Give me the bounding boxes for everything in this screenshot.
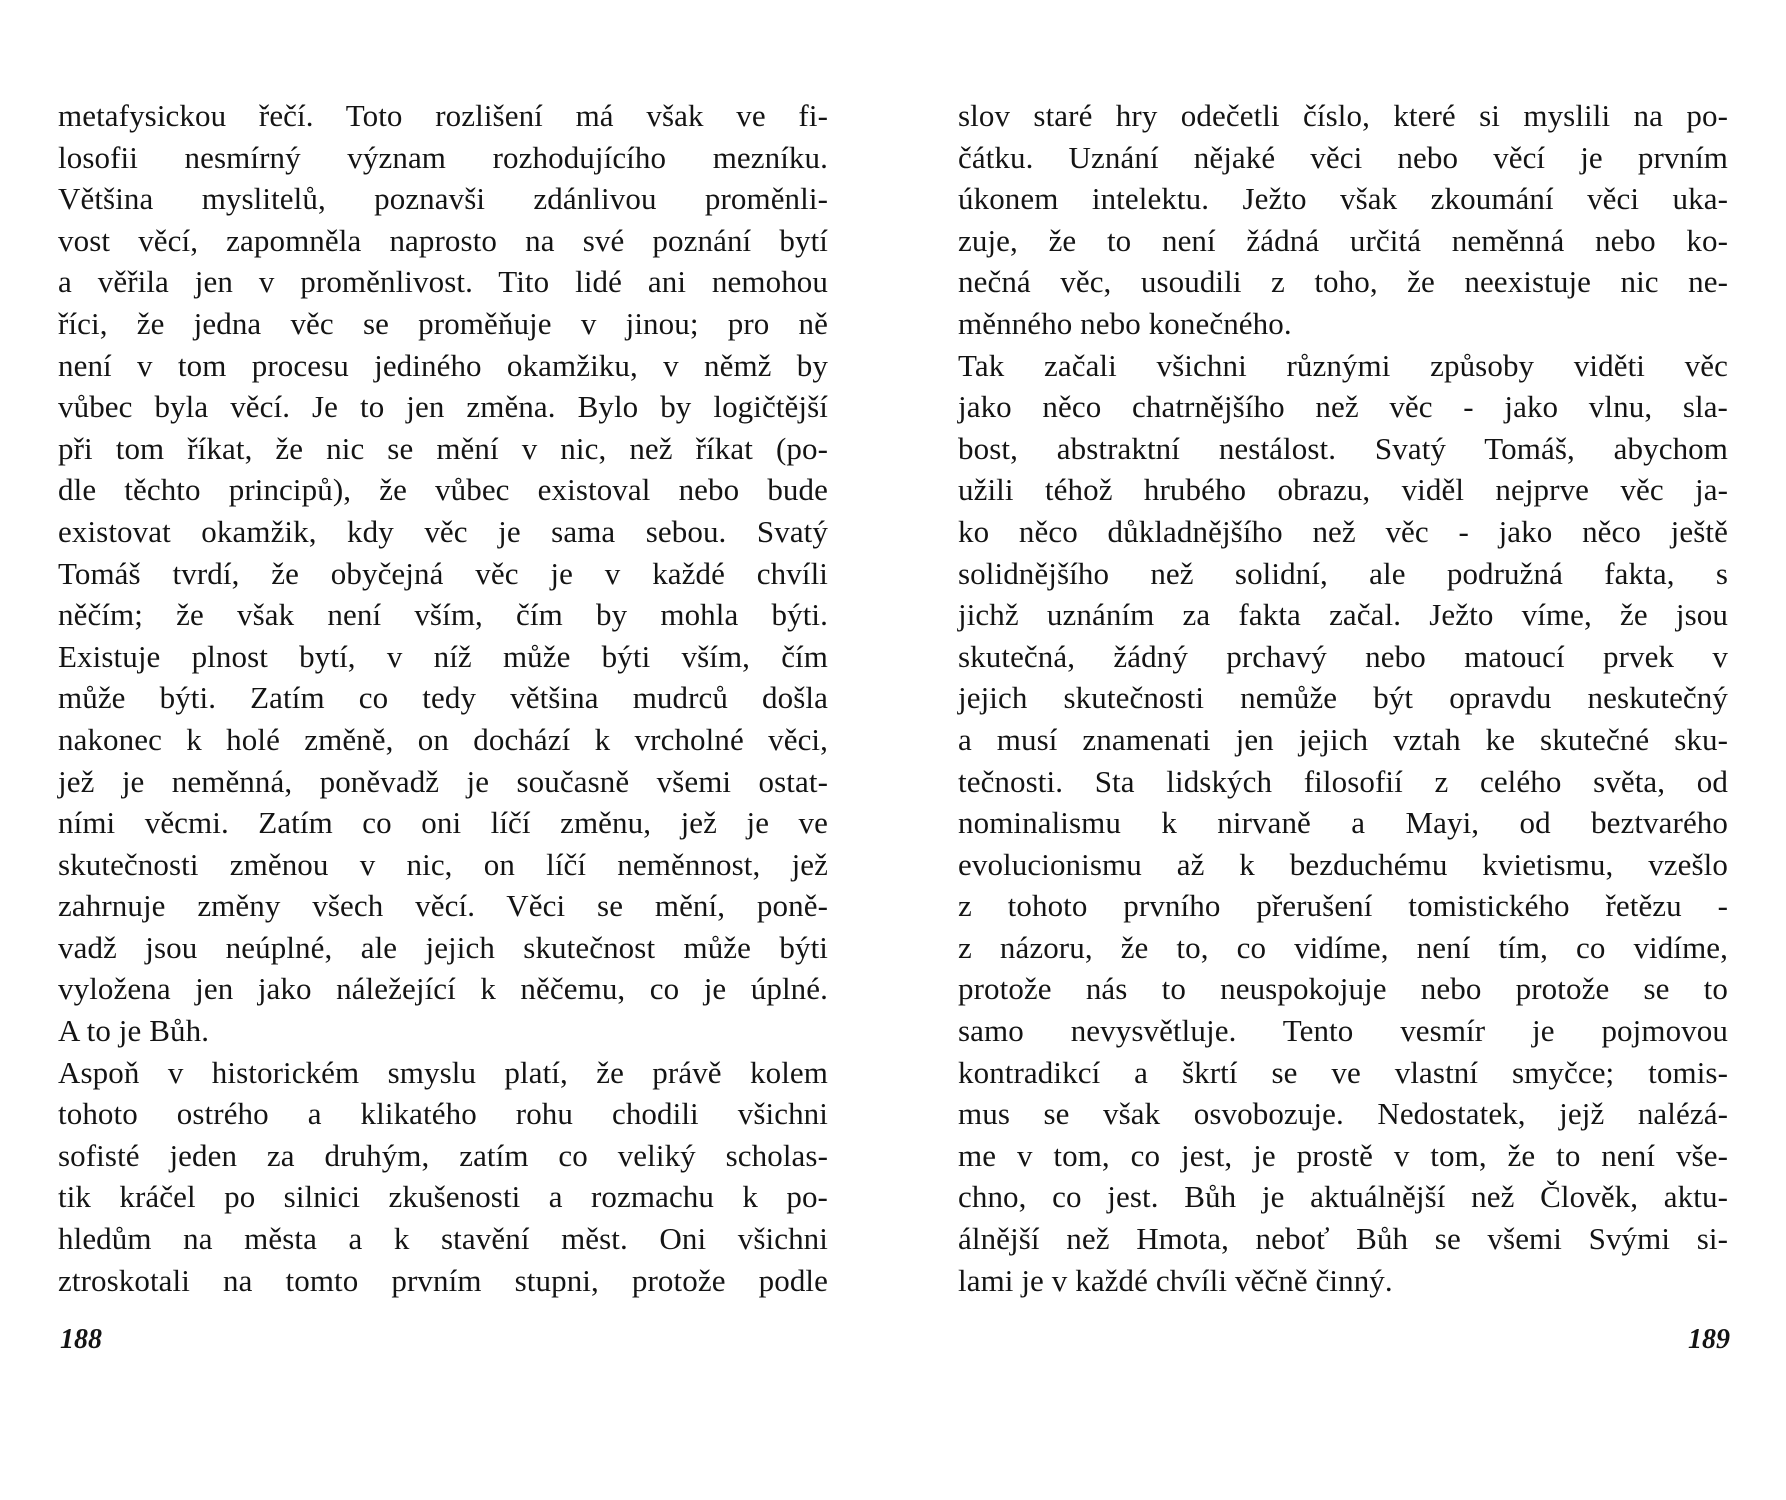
text-line: losofii nesmírný význam rozhodujícího mezníku. <box>58 139 828 175</box>
text-line: z tohoto prvního přerušení tomistického řetězu - <box>958 888 1728 924</box>
text-line: užili téhož hrubého obrazu, viděl nejprve věc ja- <box>958 472 1728 508</box>
text-line: me v tom, co jest, je prostě v tom, že to není vše- <box>958 1137 1728 1173</box>
text-line: vyložena jen jako náležející k něčemu, co je úplné. <box>58 971 828 1007</box>
text-line: vadž jsou neúplné, ale jejich skutečnost může býti <box>58 929 828 965</box>
text-line: Aspoň v historickém smyslu platí, že právě kolem <box>58 1054 828 1090</box>
text-line: bost, abstraktní nestálost. Svatý Tomáš, abychom <box>958 430 1728 466</box>
right-page-text <box>958 95 1728 1475</box>
text-line: nečná věc, usoudili z toho, že neexistuje nic ne- <box>958 264 1728 300</box>
text-line: jejich skutečnosti nemůže být opravdu neskutečný <box>958 680 1728 716</box>
text-line: vost věcí, zapomněla naprosto na své poznání bytí <box>58 222 828 258</box>
text-line: vůbec byla věcí. Je to jen změna. Bylo by logičtější <box>58 389 828 425</box>
text-line: ko něco důkladnějšího než věc - jako něco ještě <box>958 513 1728 549</box>
text-line: nominalismu k nirvaně a Mayi, od beztvarého <box>958 805 1728 841</box>
text-line: může býti. Zatím co tedy většina mudrců došla <box>58 680 828 716</box>
text-line: něčím; že však není vším, čím by mohla býti. <box>58 597 828 633</box>
text-line: není v tom procesu jediného okamžiku, v němž by <box>58 347 828 383</box>
text-line: Existuje plnost bytí, v níž může býti vším, čím <box>58 638 828 674</box>
text-line: mus se však osvobozuje. Nedostatek, jejž nalézá- <box>958 1096 1728 1132</box>
text-line: při tom říkat, že nic se mění v nic, než říkat (po- <box>58 430 828 466</box>
text-line: dle těchto principů), že vůbec existoval nebo bude <box>58 472 828 508</box>
text-line: říci, že jedna věc se proměňuje v jinou; pro ně <box>58 305 828 341</box>
page-number-left: 188 <box>60 1324 102 1355</box>
text-line: tik kráčel po silnici zkušenosti a rozmachu k po- <box>58 1179 828 1215</box>
text-line: a věřila jen v proměnlivost. Tito lidé ani nemohou <box>58 264 828 300</box>
text-line: solidnějšího než solidní, ale podružná fakta, s <box>958 555 1728 591</box>
text-line: slov staré hry odečetli číslo, které si myslili na po- <box>958 98 1728 133</box>
text-line: měnného nebo konečného. <box>958 305 1292 341</box>
text-line: zuje, že to není žádná určitá neměnná nebo ko- <box>958 222 1728 258</box>
text-line: a musí znamenati jen jejich vztah ke skutečné sku- <box>958 721 1728 757</box>
text-line: úkonem intelektu. Ježto však zkoumání věci uka- <box>958 181 1728 217</box>
text-line: hledům na města a k stavění měst. Oni všichni <box>58 1221 828 1257</box>
text-line: evolucionismu až k bezduchému kvietismu, vzešlo <box>958 846 1728 882</box>
text-line: jako něco chatrnějšího než věc - jako vlnu, sla- <box>958 389 1728 425</box>
text-line: lami je v každé chvíli věčně činný. <box>958 1262 1393 1298</box>
text-line: tohoto ostrého a klikatého rohu chodili všichni <box>58 1096 828 1132</box>
left-page-text <box>58 95 828 1475</box>
text-line: skutečnosti změnou v nic, on líčí neměnnost, jež <box>58 846 828 882</box>
text-line: álnější než Hmota, neboť Bůh se všemi Svými si- <box>958 1221 1728 1257</box>
text-line: Tomáš tvrdí, že obyčejná věc je v každé chvíli <box>58 555 828 591</box>
text-line: A to je Bůh. <box>58 1013 210 1049</box>
text-line: metafysickou řečí. Toto rozlišení má však ve fi- <box>58 98 828 133</box>
text-line: kontradikcí a škrtí se ve vlastní smyčce; tomis- <box>958 1054 1728 1090</box>
text-line: protože nás to neuspokojuje nebo protože se to <box>958 971 1728 1007</box>
text-line: Většina myslitelů, poznavši zdánlivou proměnli- <box>58 181 828 217</box>
text-line: ními věcmi. Zatím co oni líčí změnu, jež je ve <box>58 805 828 841</box>
text-line: ztroskotali na tomto prvním stupni, protože podle <box>58 1262 828 1298</box>
text-line: tečnosti. Sta lidských filosofií z celého světa, od <box>958 763 1728 799</box>
text-line: zahrnuje změny všech věcí. Věci se mění, poně- <box>58 888 828 924</box>
text-line: existovat okamžik, kdy věc je sama sebou. Svatý <box>58 513 828 549</box>
text-line: sofisté jeden za druhým, zatím co veliký scholas- <box>58 1137 828 1173</box>
page-number-right: 189 <box>1688 1324 1730 1355</box>
text-line: z názoru, že to, co vidíme, není tím, co vidíme, <box>958 929 1728 965</box>
text-line: Tak začali všichni různými způsoby viděti věc <box>958 347 1728 383</box>
text-line: skutečná, žádný prchavý nebo matoucí prvek v <box>958 638 1728 674</box>
text-line: jež je neměnná, poněvadž je současně všemi ostat- <box>58 763 828 799</box>
text-line: jichž uznáním za fakta začal. Ježto víme, že jsou <box>958 597 1728 633</box>
text-line: samo nevysvětluje. Tento vesmír je pojmovou <box>958 1013 1728 1049</box>
text-line: nakonec k holé změně, on dochází k vrcholné věci, <box>58 721 828 757</box>
text-line: chno, co jest. Bůh je aktuálnější než Člověk, aktu- <box>958 1179 1728 1215</box>
text-line: čátku. Uznání nějaké věci nebo věcí je prvním <box>958 139 1728 175</box>
